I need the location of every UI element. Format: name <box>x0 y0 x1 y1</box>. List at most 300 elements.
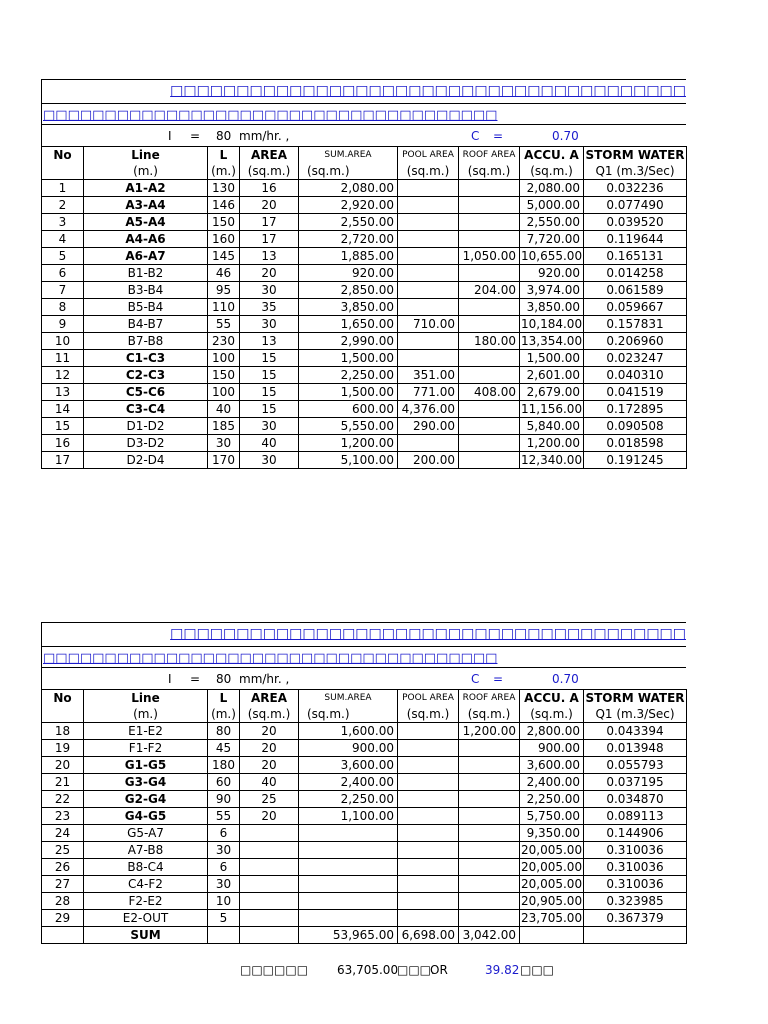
row-accu-area: 2,080.00 <box>520 180 584 197</box>
row-area <box>240 927 299 944</box>
row-length: 55 <box>208 808 240 825</box>
row-storm-q: 0.040310 <box>584 367 687 384</box>
row-roof-area <box>459 774 520 791</box>
row-storm-q: 0.032236 <box>584 180 687 197</box>
row-line: D1-D2 <box>84 418 208 435</box>
row-line: B3-B4 <box>84 282 208 299</box>
row-roof-area <box>459 367 520 384</box>
row-area: 17 <box>240 231 299 248</box>
row-storm-q: 0.061589 <box>584 282 687 299</box>
table-body <box>42 147 687 469</box>
col-length-unit: (m.) <box>208 163 240 180</box>
row-accu-area: 23,705.00 <box>521 911 583 925</box>
row-length: 230 <box>208 333 240 350</box>
row-line: E1-E2 <box>84 723 208 740</box>
row-no: 3 <box>42 214 84 231</box>
row-area: 15 <box>240 350 299 367</box>
parameter-row <box>42 125 686 146</box>
row-storm-q: 0.367379 <box>584 910 687 927</box>
row-no: 21 <box>42 774 84 791</box>
row-area: 20 <box>240 197 299 214</box>
row-no: 14 <box>42 401 84 418</box>
row-area: 20 <box>240 723 299 740</box>
row-length: 95 <box>208 282 240 299</box>
row-pool-area: 710.00 <box>398 316 459 333</box>
row-pool-area <box>398 740 459 757</box>
row-length: 30 <box>208 842 240 859</box>
row-accu-area: 2,550.00 <box>520 214 584 231</box>
row-roof-area <box>459 825 520 842</box>
row-storm-q: 0.090508 <box>584 418 687 435</box>
row-sum-area: 2,850.00 <box>299 282 398 299</box>
row-area: 13 <box>240 333 299 350</box>
col-no-header: No <box>42 147 84 164</box>
row-accu-area: 20,005.00 <box>521 877 583 891</box>
col-storm-unit: Q1 (m.3/Sec) <box>584 706 687 723</box>
row-pool-area <box>398 825 459 842</box>
row-length: 110 <box>208 299 240 316</box>
header-row-1 <box>42 147 687 164</box>
row-pool-area <box>398 808 459 825</box>
row-line: G1-G5 <box>84 757 208 774</box>
row-storm-q: 0.043394 <box>584 723 687 740</box>
col-sum-area-unit: (sq.m.) <box>299 706 398 723</box>
row-accu-area: 1,500.00 <box>520 350 584 367</box>
table-row <box>42 231 687 248</box>
row-no: 12 <box>42 367 84 384</box>
row-pool-area <box>398 231 459 248</box>
row-storm-q: 0.206960 <box>584 333 687 350</box>
row-line: D3-D2 <box>84 435 208 452</box>
row-no: 24 <box>42 825 84 842</box>
row-pool-area: 200.00 <box>398 452 459 469</box>
row-line: B4-B7 <box>84 316 208 333</box>
row-length: 30 <box>208 876 240 893</box>
drainage-table <box>41 146 687 469</box>
row-area: 15 <box>240 401 299 418</box>
row-pool-area <box>398 350 459 367</box>
row-line: B7-B8 <box>84 333 208 350</box>
row-area: 30 <box>240 282 299 299</box>
coef-eq: = <box>493 129 504 143</box>
table-row <box>42 859 687 876</box>
sheet-title: □□□□□□□□□□□□□□□□□□□□□□□□□□□□□□□□□□□□□□□ <box>170 626 686 642</box>
row-sum-area: 1,500.00 <box>299 384 398 401</box>
row-sum-area: 2,920.00 <box>299 197 398 214</box>
coef-eq: = <box>493 672 504 686</box>
row-storm-q: 0.172895 <box>584 401 687 418</box>
row-length: 80 <box>208 723 240 740</box>
row-pool-area <box>398 333 459 350</box>
row-area <box>240 842 299 859</box>
table-row <box>42 757 687 774</box>
row-sum-area: 600.00 <box>299 401 398 418</box>
row-no: 4 <box>42 231 84 248</box>
row-no: 17 <box>42 452 84 469</box>
row-line: E2-OUT <box>84 910 208 927</box>
row-length <box>208 927 240 944</box>
table-row <box>42 316 687 333</box>
row-storm-q: 0.089113 <box>584 808 687 825</box>
row-accu-area: 920.00 <box>520 265 584 282</box>
sheet-subtitle-row <box>42 104 686 125</box>
table-row <box>42 910 687 927</box>
intensity-eq: = <box>190 672 201 686</box>
row-roof-area: 3,042.00 <box>459 927 520 944</box>
sheet-title: □□□□□□□□□□□□□□□□□□□□□□□□□□□□□□□□□□□□□□□ <box>170 83 686 99</box>
row-accu-area: 5,000.00 <box>520 197 584 214</box>
table-row <box>42 876 687 893</box>
table-row <box>42 401 687 418</box>
row-roof-area <box>459 893 520 910</box>
row-pool-area <box>398 299 459 316</box>
row-no: 9 <box>42 316 84 333</box>
table-row <box>42 774 687 791</box>
col-line-header: Line <box>84 147 208 164</box>
row-line: F2-E2 <box>84 893 208 910</box>
row-line: SUM <box>84 927 208 944</box>
row-line: C2-C3 <box>84 367 208 384</box>
row-sum-area: 2,400.00 <box>299 774 398 791</box>
row-line: A3-A4 <box>84 197 208 214</box>
row-accu-area: 20,005.00 <box>521 843 583 857</box>
row-sum-area: 2,720.00 <box>299 231 398 248</box>
row-storm-q: 0.191245 <box>584 452 687 469</box>
sheet-subtitle: □□□□□□□□□□□□□□□□□□□□□□□□□□□□□□□□□□□□□ <box>43 651 498 666</box>
row-sum-area: 1,200.00 <box>299 435 398 452</box>
row-no: 22 <box>42 791 84 808</box>
row-sum-area: 900.00 <box>299 740 398 757</box>
col-storm-header: STORM WATER <box>585 148 685 162</box>
row-roof-area <box>459 740 520 757</box>
row-roof-area <box>459 418 520 435</box>
row-storm-q: 0.310036 <box>584 859 687 876</box>
row-line: D2-D4 <box>84 452 208 469</box>
row-accu-area: 20,005.00 <box>521 860 583 874</box>
row-roof-area <box>459 757 520 774</box>
row-sum-area: 5,550.00 <box>299 418 398 435</box>
table-row <box>42 825 687 842</box>
row-pool-area: 4,376.00 <box>398 401 459 418</box>
table-row <box>42 333 687 350</box>
total-alt-value: 39.82 <box>485 963 520 977</box>
col-roof-area-header: ROOF AREA <box>459 690 520 707</box>
row-roof-area <box>459 808 520 825</box>
drainage-sheet-1 <box>41 79 686 469</box>
table-row <box>42 180 687 197</box>
drainage-sheet-2 <box>41 622 686 944</box>
row-line: C1-C3 <box>84 350 208 367</box>
row-length: 185 <box>208 418 240 435</box>
row-roof-area <box>459 401 520 418</box>
row-area: 35 <box>240 299 299 316</box>
drainage-table <box>41 689 687 944</box>
row-pool-area <box>398 282 459 299</box>
row-length: 150 <box>208 367 240 384</box>
row-area: 15 <box>240 367 299 384</box>
row-storm-q: 0.014258 <box>584 265 687 282</box>
row-no: 27 <box>42 876 84 893</box>
row-sum-area: 3,850.00 <box>299 299 398 316</box>
row-accu-area: 900.00 <box>520 740 584 757</box>
row-length: 10 <box>208 893 240 910</box>
row-storm-q: 0.077490 <box>584 197 687 214</box>
col-storm-unit: Q1 (m.3/Sec) <box>584 163 687 180</box>
row-line: C3-C4 <box>84 401 208 418</box>
row-pool-area <box>398 791 459 808</box>
coef-label: C <box>471 129 480 143</box>
row-storm-q: 0.039520 <box>584 214 687 231</box>
sheet-subtitle-row <box>42 647 686 668</box>
row-no: 28 <box>42 893 84 910</box>
intensity-unit: mm/hr. , <box>239 129 290 143</box>
col-length-header: L <box>208 690 240 707</box>
row-length: 45 <box>208 740 240 757</box>
row-sum-area: 1,650.00 <box>299 316 398 333</box>
row-storm-q: 0.144906 <box>584 825 687 842</box>
row-pool-area <box>398 265 459 282</box>
row-no: 13 <box>42 384 84 401</box>
row-roof-area <box>459 435 520 452</box>
table-row <box>42 808 687 825</box>
row-area <box>240 910 299 927</box>
table-row <box>42 384 687 401</box>
row-length: 100 <box>208 384 240 401</box>
sheet-header <box>41 622 686 689</box>
row-length: 100 <box>208 350 240 367</box>
row-pool-area <box>398 842 459 859</box>
row-line: B5-B4 <box>84 299 208 316</box>
row-no: 6 <box>42 265 84 282</box>
row-no: 16 <box>42 435 84 452</box>
total-area-unit: □□□. <box>397 963 435 977</box>
total-label: □□□□□□ <box>240 963 309 977</box>
row-length: 5 <box>208 910 240 927</box>
row-line: C5-C6 <box>84 384 208 401</box>
row-accu-area: 7,720.00 <box>520 231 584 248</box>
row-roof-area <box>459 299 520 316</box>
row-sum-area: 2,550.00 <box>299 214 398 231</box>
row-sum-area: 1,100.00 <box>299 808 398 825</box>
row-line: G3-G4 <box>84 774 208 791</box>
row-pool-area <box>398 859 459 876</box>
row-roof-area <box>459 265 520 282</box>
row-length: 146 <box>208 197 240 214</box>
total-alt-unit: □□□ <box>520 963 555 977</box>
row-storm-q <box>584 927 687 944</box>
row-no: 2 <box>42 197 84 214</box>
row-sum-area <box>299 893 398 910</box>
col-line-unit: (m.) <box>84 163 208 180</box>
col-line-unit: (m.) <box>84 706 208 723</box>
row-roof-area <box>459 791 520 808</box>
row-pool-area <box>398 757 459 774</box>
header-row-2 <box>42 163 687 180</box>
row-area: 40 <box>240 774 299 791</box>
row-accu-area: 10,655.00 <box>521 249 583 263</box>
table-row <box>42 265 687 282</box>
row-line: G4-G5 <box>84 808 208 825</box>
row-no: 1 <box>42 180 84 197</box>
row-sum-area: 1,885.00 <box>299 248 398 265</box>
row-length: 150 <box>208 214 240 231</box>
sheet-title-row <box>42 623 686 647</box>
row-sum-area <box>299 910 398 927</box>
row-roof-area: 180.00 <box>459 333 520 350</box>
row-pool-area: 6,698.00 <box>398 927 459 944</box>
header-row-2 <box>42 706 687 723</box>
or-label: OR <box>430 963 448 977</box>
row-area <box>240 893 299 910</box>
row-pool-area <box>398 435 459 452</box>
table-body <box>42 690 687 944</box>
table-row <box>42 248 687 265</box>
row-accu-area: 3,600.00 <box>520 757 584 774</box>
row-pool-area <box>398 214 459 231</box>
table-row <box>42 299 687 316</box>
row-area: 30 <box>240 418 299 435</box>
table-row <box>42 893 687 910</box>
row-accu-area: 2,250.00 <box>520 791 584 808</box>
row-line: B1-B2 <box>84 265 208 282</box>
row-no: 29 <box>42 910 84 927</box>
col-no-header: No <box>42 690 84 707</box>
row-area: 15 <box>240 384 299 401</box>
row-sum-area <box>299 842 398 859</box>
col-length-unit: (m.) <box>208 706 240 723</box>
table-row <box>42 452 687 469</box>
row-storm-q: 0.055793 <box>584 757 687 774</box>
table-row <box>42 418 687 435</box>
row-line: A6-A7 <box>84 248 208 265</box>
table-row <box>42 214 687 231</box>
row-roof-area <box>459 842 520 859</box>
sheet-title-row <box>42 80 686 104</box>
table-row <box>42 197 687 214</box>
intensity-label: I <box>168 129 172 143</box>
row-pool-area <box>398 197 459 214</box>
row-sum-area <box>299 859 398 876</box>
row-length: 160 <box>208 231 240 248</box>
row-accu-area: 11,156.00 <box>521 402 583 416</box>
row-storm-q: 0.310036 <box>584 842 687 859</box>
row-storm-q: 0.037195 <box>584 774 687 791</box>
row-storm-q: 0.018598 <box>584 435 687 452</box>
row-accu-area: 5,840.00 <box>520 418 584 435</box>
row-line: A7-B8 <box>84 842 208 859</box>
row-area: 20 <box>240 808 299 825</box>
row-sum-area: 920.00 <box>299 265 398 282</box>
row-accu-area: 20,905.00 <box>521 894 583 908</box>
row-no: 25 <box>42 842 84 859</box>
row-pool-area <box>398 876 459 893</box>
row-area: 30 <box>240 452 299 469</box>
row-no: 10 <box>42 333 84 350</box>
row-line: B8-C4 <box>84 859 208 876</box>
row-roof-area <box>459 180 520 197</box>
col-accu-unit: (sq.m.) <box>520 163 584 180</box>
row-length: 60 <box>208 774 240 791</box>
row-storm-q: 0.041519 <box>584 384 687 401</box>
row-length: 145 <box>208 248 240 265</box>
row-accu-area: 9,350.00 <box>520 825 584 842</box>
row-storm-q: 0.119644 <box>584 231 687 248</box>
row-area: 30 <box>240 316 299 333</box>
row-sum-area: 53,965.00 <box>299 927 398 944</box>
row-accu-area: 5,750.00 <box>520 808 584 825</box>
row-accu-area: 3,850.00 <box>520 299 584 316</box>
row-pool-area: 771.00 <box>398 384 459 401</box>
coef-label: C <box>471 672 480 686</box>
row-storm-q: 0.165131 <box>584 248 687 265</box>
row-no: 19 <box>42 740 84 757</box>
row-accu-area: 12,340.00 <box>521 453 583 467</box>
row-area: 20 <box>240 740 299 757</box>
col-sum-area-header: SUM.AREA <box>299 690 398 707</box>
col-accu-unit: (sq.m.) <box>520 706 584 723</box>
row-storm-q: 0.323985 <box>584 893 687 910</box>
sheet-subtitle: □□□□□□□□□□□□□□□□□□□□□□□□□□□□□□□□□□□□□ <box>43 108 498 123</box>
col-area-unit: (sq.m.) <box>240 706 299 723</box>
row-sum-area: 1,600.00 <box>299 723 398 740</box>
row-no: 20 <box>42 757 84 774</box>
row-area: 13 <box>240 248 299 265</box>
header-row-1 <box>42 690 687 707</box>
row-roof-area: 1,200.00 <box>459 723 520 740</box>
col-pool-area-unit: (sq.m.) <box>398 163 459 180</box>
intensity-value: 80 <box>216 129 232 143</box>
row-area: 25 <box>240 791 299 808</box>
row-storm-q: 0.023247 <box>584 350 687 367</box>
row-sum-area: 5,100.00 <box>299 452 398 469</box>
col-roof-area-unit: (sq.m.) <box>459 706 520 723</box>
row-pool-area <box>398 248 459 265</box>
col-area-unit: (sq.m.) <box>240 163 299 180</box>
row-sum-area: 3,600.00 <box>299 757 398 774</box>
row-area <box>240 825 299 842</box>
row-line: C4-F2 <box>84 876 208 893</box>
row-pool-area: 290.00 <box>398 418 459 435</box>
row-length: 130 <box>208 180 240 197</box>
row-sum-area: 2,080.00 <box>299 180 398 197</box>
col-no-unit <box>42 706 84 723</box>
row-area: 17 <box>240 214 299 231</box>
row-no: 18 <box>42 723 84 740</box>
row-roof-area <box>459 197 520 214</box>
row-accu-area <box>520 927 584 944</box>
row-roof-area <box>459 859 520 876</box>
col-storm-header: STORM WATER <box>585 691 685 705</box>
row-roof-area: 204.00 <box>459 282 520 299</box>
col-pool-area-unit: (sq.m.) <box>398 706 459 723</box>
row-no: 15 <box>42 418 84 435</box>
row-pool-area <box>398 893 459 910</box>
row-length: 180 <box>208 757 240 774</box>
col-accu-header: ACCU. A <box>520 690 584 707</box>
row-accu-area: 2,679.00 <box>520 384 584 401</box>
row-no: 7 <box>42 282 84 299</box>
row-line: G5-A7 <box>84 825 208 842</box>
col-sum-area-header: SUM.AREA <box>299 147 398 164</box>
col-roof-area-unit: (sq.m.) <box>459 163 520 180</box>
row-sum-area: 2,250.00 <box>299 791 398 808</box>
intensity-label: I <box>168 672 172 686</box>
row-roof-area <box>459 452 520 469</box>
row-roof-area <box>459 910 520 927</box>
table-row <box>42 350 687 367</box>
row-storm-q: 0.310036 <box>584 876 687 893</box>
row-area: 16 <box>240 180 299 197</box>
